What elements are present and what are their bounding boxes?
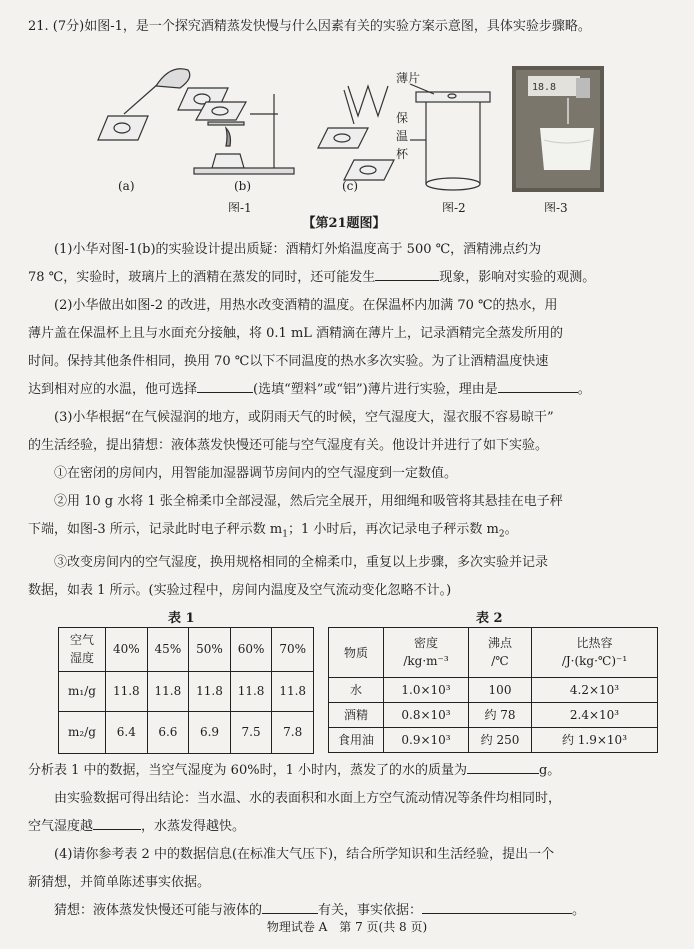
fig2-cup-char3: 杯	[396, 147, 409, 161]
table2-row	[329, 702, 658, 727]
table2-cell: 0.9×10³	[384, 727, 469, 752]
fig2-cup-char2: 温	[396, 129, 409, 143]
answer-blank-2[interactable]	[197, 378, 253, 393]
table1-humidity-cell: 60%	[230, 627, 272, 671]
table1-m1-cell: 11.8	[272, 671, 314, 711]
part3-step3a: ③改变房间内的空气湿度，换用规格相同的全棉柔巾，重复以上步骤，多次实验并记录	[54, 554, 549, 570]
table1-m2-cell: 6.4	[106, 711, 148, 753]
m1-subscript: 1	[282, 529, 288, 540]
table2-header-density-bottom: /kg·m⁻³	[403, 654, 449, 669]
answer-blank-1[interactable]	[375, 266, 439, 281]
table1-m1-cell: 11.8	[147, 671, 189, 711]
part3-step2a: ②用 10 g 水将 1 张全棉柔巾全部浸湿，然后完全展开，用细绳和吸管将其悬挂在电子秤	[54, 494, 563, 509]
table1-m2-cell: 6.9	[189, 711, 231, 753]
part1-line1: (1)小华对图-1(b)的实验设计提出质疑：酒精灯外焰温度高于 500 ℃，酒精沸点约为	[54, 242, 542, 257]
table2-row	[329, 727, 658, 752]
fig2-cup-char1: 保	[396, 111, 409, 125]
table1-humidity-cell: 40%	[106, 627, 148, 671]
fig3-caption: 图-3	[544, 201, 568, 212]
table2-cell: 水	[329, 677, 384, 702]
part2-line4a: 达到相对应的水温，他可选择	[28, 382, 198, 397]
table1-header-label-bottom: 湿度	[69, 651, 94, 666]
part3-line2: 的生活经验，提出猜想：液体蒸发快慢还可能与空气湿度有关。他设计并进行了如下实验。	[28, 438, 549, 453]
analysis-line2: 由实验数据可得出结论：当水温、水的表面积和水面上方空气流动情况等条件均相同时，	[54, 790, 562, 806]
answer-blank-3[interactable]	[498, 378, 578, 393]
table2-header-shc-top: 比热容	[576, 636, 613, 651]
part1-line2b: 现象，影响对实验的观测。	[439, 270, 596, 285]
part2-line4b: (选填“塑料”或“铝”)薄片进行实验，理由是	[253, 382, 498, 397]
table2-header-bp-bottom: /℃	[491, 654, 509, 669]
table2-header-bp	[469, 627, 532, 677]
table1-header-row	[59, 627, 314, 671]
part4-line3a: 猜想：液体蒸发快慢还可能与液体的	[54, 902, 263, 918]
table1-m2-cell: 7.5	[230, 711, 272, 753]
table2-cell: 1.0×10³	[384, 677, 469, 702]
tables-area	[28, 607, 660, 757]
table2-header-shc	[532, 627, 658, 677]
label-b: (b)	[234, 179, 252, 193]
label-c: (c)	[342, 179, 359, 193]
table2-row	[329, 677, 658, 702]
table1-m2-cell: 6.6	[147, 711, 189, 753]
table1-m2-label: m₂/g	[59, 711, 106, 753]
table1-humidity-cell: 70%	[272, 627, 314, 671]
table1-header-label	[59, 627, 106, 671]
fig1c-fan-illustration	[318, 86, 394, 180]
fig1-caption: 图-1	[228, 201, 252, 212]
table1-m1-cell: 11.8	[106, 671, 148, 711]
table1	[58, 627, 314, 754]
table2-header-density	[384, 627, 469, 677]
page-footer: 物理试卷 A 第 7 页(共 8 页)	[266, 920, 428, 934]
part2-line4	[28, 376, 660, 404]
part3-step2b-mid: ；1 小时后，再次记录电子秤示数 m	[288, 522, 499, 537]
analysis-line3b: ，水蒸发得越快。	[141, 818, 246, 834]
table1-m2-row	[59, 711, 314, 753]
part3-step2b-pre: 下端，如图-3 所示，记录此时电子秤示数 m	[28, 522, 283, 537]
table1-humidity-cell: 50%	[189, 627, 231, 671]
table1-m1-row	[59, 671, 314, 711]
table2-cell: 食用油	[329, 727, 384, 752]
table2-header-row	[329, 627, 658, 677]
part1-line2a: 78 ℃，实验时，玻璃片上的酒精在蒸发的同时，还可能发生	[28, 270, 376, 285]
part2-line3: 时间。保持其他条件相同，换用 70 ℃以下不同温度的热水多次实验。为了让酒精温度快速	[28, 354, 549, 369]
part1-line2	[28, 264, 660, 292]
answer-blank-4[interactable]	[467, 759, 539, 774]
table2-cell: 100	[469, 677, 532, 702]
fig1b-alcohol-lamp-illustration	[194, 94, 294, 174]
m2-subscript: 2	[498, 529, 505, 540]
experiment-figures	[28, 44, 668, 212]
part3-step2b-end: 。	[504, 522, 518, 537]
analysis-line3	[28, 813, 660, 841]
analysis-line1a: 分析表 1 中的数据，当空气湿度为 60%时，1 小时内，蒸发了的水的质量为	[28, 762, 467, 778]
table1-m2-cell: 7.8	[272, 711, 314, 753]
table2-cell: 2.4×10³	[532, 702, 658, 727]
part2-line1: (2)小华做出如图-2 的改进，用热水改变酒精的温度。在保温杯内加满 70 ℃的热水，用	[54, 298, 558, 313]
question-intro	[28, 14, 660, 40]
table1-humidity-cell: 45%	[147, 627, 189, 671]
table2-header-substance: 物质	[329, 627, 384, 677]
fig2-sheet-label: 薄片	[396, 71, 421, 85]
part4-line1: (4)请你参考表 2 中的数据信息(在标准大气压下)，结合所学知识和生活经验，提出一个	[54, 846, 555, 862]
table2-cell: 4.2×10³	[532, 677, 658, 702]
analysis-line1	[28, 757, 660, 785]
table2-cell: 0.8×10³	[384, 702, 469, 727]
table1-m1-cell: 11.8	[230, 671, 272, 711]
table2-cell: 约 250	[469, 727, 532, 752]
table2-cell: 约 78	[469, 702, 532, 727]
answer-blank-6[interactable]	[262, 899, 318, 914]
table1-title: 表 1	[168, 610, 195, 626]
part4-line3c: 。	[572, 902, 586, 918]
table2-title: 表 2	[476, 610, 503, 626]
part3-line1: (3)小华根据“在气候湿润的地方，或阴雨天气的时候，空气湿度大，湿衣服不容易晾干”	[54, 410, 554, 425]
question-intro-text: 21. (7分)如图-1，是一个探究酒精蒸发快慢与什么因素有关的实验方案示意图，具体实验步骤略。	[28, 19, 591, 34]
figure-strip	[28, 44, 660, 212]
answer-blank-7[interactable]	[422, 899, 572, 914]
analysis-line1b: g。	[538, 762, 561, 778]
part2-line4c: 。	[577, 382, 591, 397]
answer-blank-5[interactable]	[93, 815, 141, 830]
fig3-photo	[512, 66, 604, 192]
fig3-display: 18.8	[532, 82, 557, 93]
table1-header-label-top: 空气	[69, 633, 94, 648]
table2-cell: 约 1.9×10³	[532, 727, 658, 752]
table2-cell: 酒精	[329, 702, 384, 727]
table1-m1-label: m₁/g	[59, 671, 106, 711]
part3-step2b	[28, 516, 660, 549]
table2-header-density-top: 密度	[413, 636, 438, 651]
part4-line2: 新猜想，并简单陈述事实依据。	[28, 874, 211, 890]
fig2-caption: 图-2	[442, 201, 466, 212]
part3-step1: ①在密闭的房间内，用智能加湿器调节房间内的空气湿度到一定数值。	[54, 466, 458, 481]
table1-m1-cell: 11.8	[189, 671, 231, 711]
part4-line3b: 有关，事实依据：	[318, 902, 423, 918]
table2-header-shc-bottom: /J·(kg·℃)⁻¹	[561, 654, 628, 669]
part2-line2: 薄片盖在保温杯上且与水面充分接触，将 0.1 mL 酒精滴在薄片上，记录酒精完全蒸发所用的	[28, 326, 564, 341]
fig2-cup-label	[396, 111, 412, 161]
table2-header-bp-top: 沸点	[487, 636, 512, 651]
part3-step3b: 数据，如表 1 所示。(实验过程中，房间内温度及空气流动变化忽略不计。)	[28, 582, 452, 598]
analysis-line3a: 空气湿度越	[28, 818, 94, 834]
table2	[328, 627, 658, 753]
figure-caption: 【第21题图】	[302, 216, 386, 231]
label-a: (a)	[118, 179, 135, 193]
fig2-thermos-illustration	[410, 84, 490, 190]
